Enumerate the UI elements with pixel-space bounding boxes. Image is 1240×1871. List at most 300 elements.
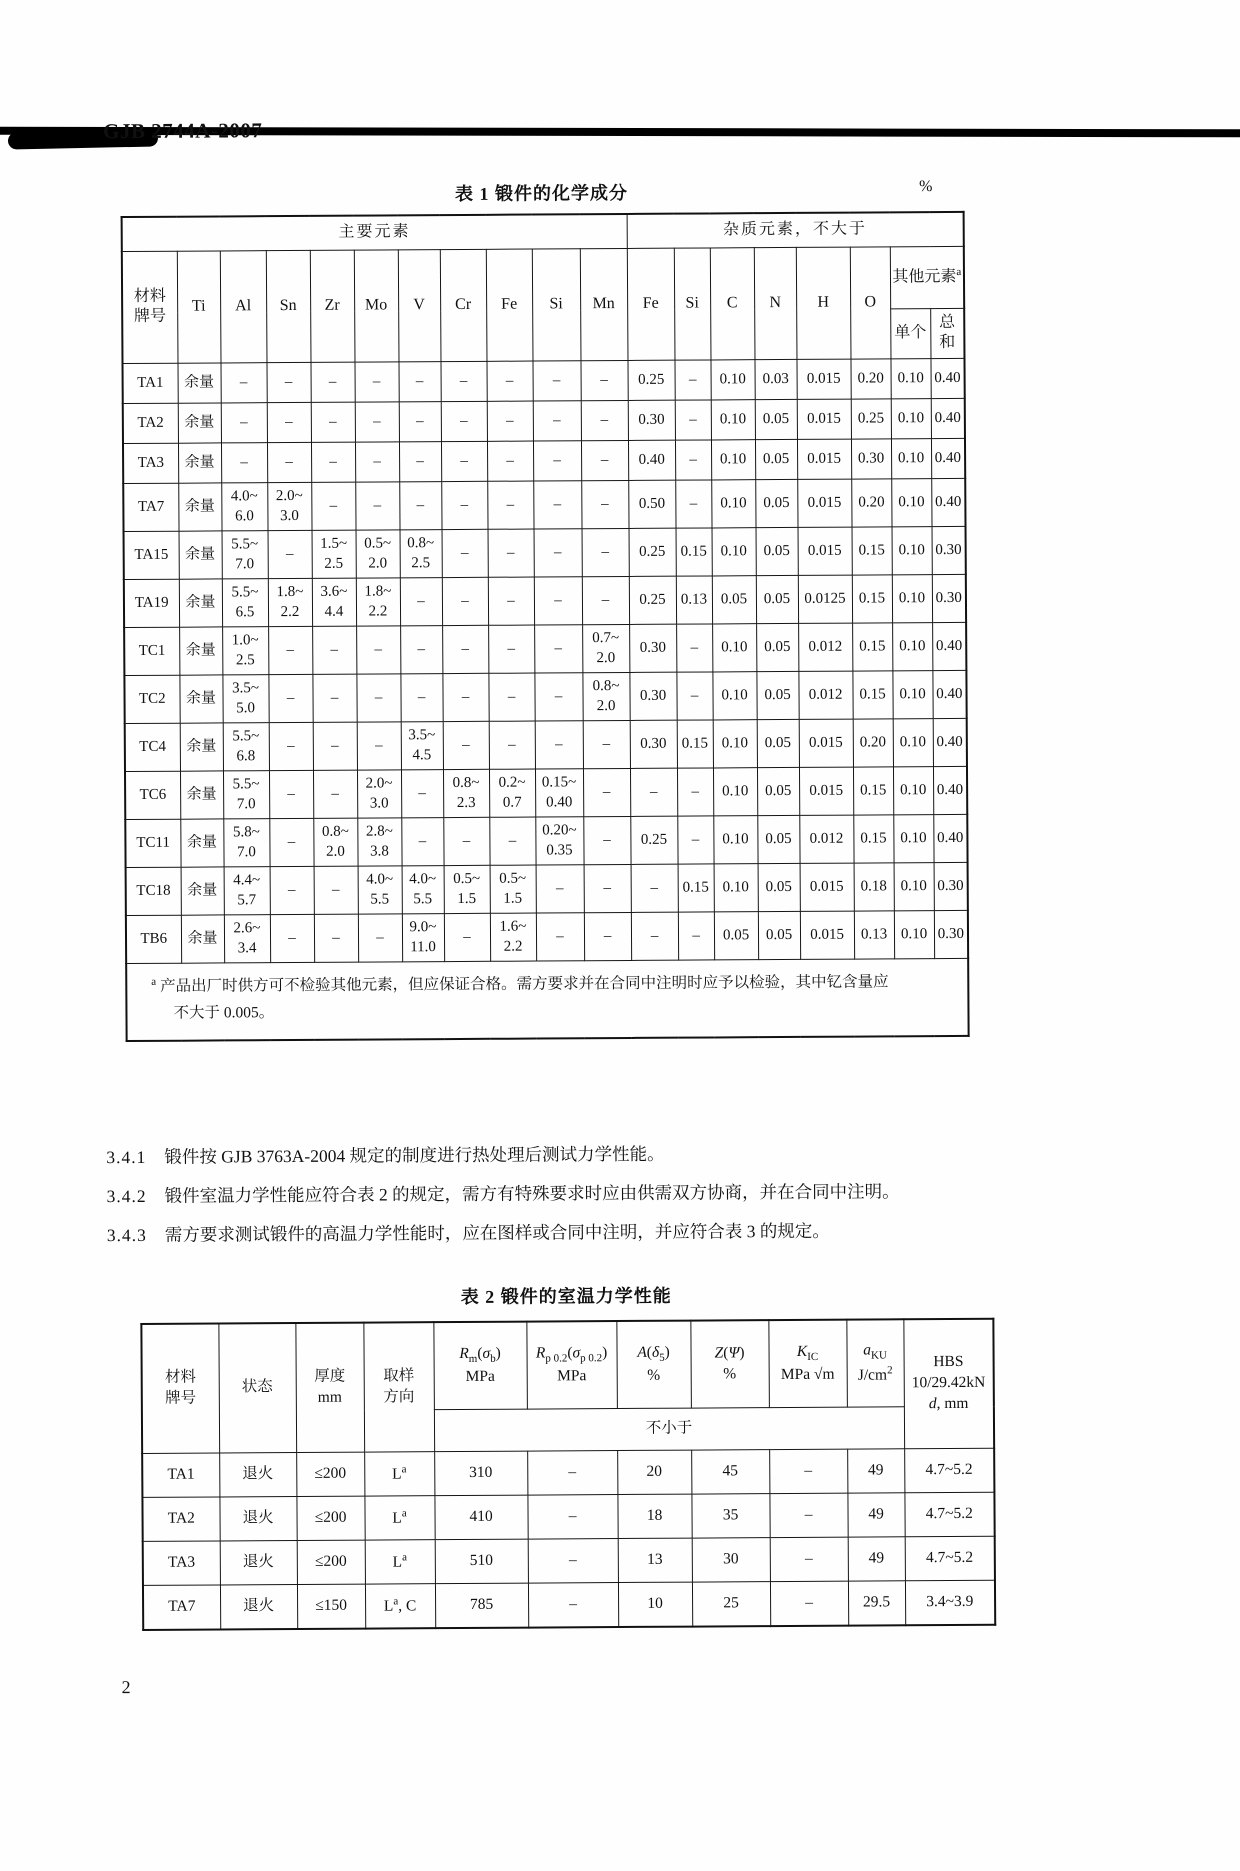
t2-cell: $L^a$ [364, 1452, 434, 1496]
t1-row-TA2 [123, 398, 965, 443]
t1-footnote-row [126, 958, 969, 1040]
t1-cell: – [269, 818, 313, 866]
t1-col-header-h-imp: H [796, 247, 851, 360]
t1-cell: 2.0~ 3.0 [267, 482, 311, 530]
t1-cell: 0.20 [853, 719, 893, 767]
t1-main-elements-group-header: 主要元素 [122, 214, 627, 251]
t1-cell: – [533, 481, 581, 529]
t1-cell: – [676, 672, 712, 720]
t1-cell: – [311, 482, 355, 530]
t1-cell: – [583, 817, 630, 865]
t1-cell: – [356, 626, 400, 674]
t1-cell: – [270, 866, 314, 914]
t1-cell: 0.50 [628, 480, 675, 528]
t1-cell: 0.05 [758, 912, 800, 960]
t1-impurity-group-header: 杂质元素，不大于 [627, 212, 964, 248]
t1-col-header-cr: Cr [440, 249, 487, 362]
t1-cell: 0.05 [757, 720, 799, 768]
t1-cell: 0.30 [851, 439, 891, 479]
t1-cell: 0.015 [797, 359, 851, 399]
t1-cell: 0.05 [757, 768, 799, 816]
t1-cell: 0.40 [933, 718, 967, 766]
table2-title: 表 2 锻件的室温力学性能 [460, 1285, 672, 1307]
t2-cell: $L^a$, C [365, 1584, 435, 1628]
t2-row-TA7 [143, 1580, 995, 1629]
t1-cell: 0.30 [629, 672, 676, 720]
t1-cell: 0.15~ 0.40 [535, 769, 583, 817]
t1-cell: 0.15 [677, 720, 713, 768]
t1-cell: 0.8~ 2.3 [443, 769, 489, 817]
clauses-block [106, 1131, 1147, 1254]
t1-cell: 0.8~ 2.0 [582, 673, 629, 721]
t2-cell: 4.7~5.2 [904, 1448, 994, 1493]
t1-cell: 0.15 [853, 815, 893, 863]
t1-grade-cell: TA2 [123, 403, 178, 443]
t1-cell: 0.7~ 2.0 [582, 625, 629, 673]
t1-row-TC6 [125, 766, 967, 819]
table1-caption [120, 177, 962, 206]
t1-cell: 0.30 [934, 862, 968, 910]
t1-cell: 余量 [180, 819, 223, 867]
t1-cell: – [630, 768, 677, 816]
t1-cell: 余量 [178, 443, 221, 483]
t1-cell: 5.5~ 7.0 [223, 771, 269, 819]
t1-cell: – [312, 674, 356, 722]
t1-cell: 4.4~ 5.7 [224, 867, 270, 915]
t1-cell: 0.015 [797, 399, 851, 439]
t1-cell: 0.015 [799, 767, 853, 815]
t2-cell: 510 [435, 1539, 528, 1584]
t1-cell: 余量 [179, 627, 222, 675]
t1-cell: 0.30 [932, 526, 966, 574]
t1-cell: 0.10 [713, 768, 757, 816]
clause-text: 锻件按 GJB 3763A-2004 规定的制度进行热处理后测试力学性能。 [164, 1143, 665, 1167]
t1-cell: 0.10 [894, 863, 934, 911]
document-page [0, 112, 1240, 1698]
t1-cell: 余量 [178, 363, 221, 403]
t1-cell: – [221, 443, 267, 483]
t1-grade-cell: TC2 [124, 675, 179, 723]
t1-cell: – [677, 816, 713, 864]
t1-cell: 余量 [179, 579, 222, 627]
t1-cell: – [399, 442, 441, 482]
t1-cell: 0.10 [711, 440, 755, 480]
t2-cell: $L^a$ [365, 1540, 435, 1584]
t1-cell: – [400, 674, 442, 722]
t1-cell: 0.20~ 0.35 [535, 817, 583, 865]
t1-cell: 0.05 [756, 576, 798, 624]
t2-cell: 3.4~3.9 [905, 1580, 995, 1625]
t1-cell: – [486, 361, 532, 401]
t1-cell: 0.012 [798, 623, 852, 671]
t1-cell: 0.05 [712, 576, 756, 624]
t1-cell: 0.5~ 2.0 [356, 530, 400, 578]
t1-col-header-mo: Mo [354, 249, 399, 362]
t1-cell: – [489, 817, 535, 865]
t1-cell: – [488, 625, 534, 673]
t1-cell: 0.05 [714, 912, 758, 960]
t1-cell: – [581, 401, 628, 441]
clause-3-4-1 [106, 1131, 1146, 1176]
t1-cell: 0.25 [629, 528, 676, 576]
t1-total-header: 总和 [930, 308, 964, 359]
t1-cell: 0.10 [713, 816, 757, 864]
t1-row-TC11 [125, 814, 967, 867]
t1-cell: 5.5~ 7.0 [222, 531, 268, 579]
t1-cell: 0.20 [851, 479, 891, 527]
t1-cell: – [675, 440, 711, 480]
t1-cell: 余量 [181, 867, 224, 915]
t1-cell: 0.30 [630, 720, 677, 768]
t1-cell: 余量 [179, 675, 222, 723]
t1-cell: 0.05 [757, 816, 799, 864]
t1-cell: 0.05 [756, 528, 798, 576]
t1-cell: 0.05 [755, 480, 797, 528]
t1-cell: – [267, 442, 311, 482]
t2-cell: – [770, 1581, 848, 1625]
clause-number: 3.4.1 [106, 1146, 147, 1167]
t1-cell: – [221, 403, 267, 443]
t1-cell: 2.6~ 3.4 [224, 915, 270, 963]
t1-cell: – [442, 673, 488, 721]
t2-cell: 退火 [220, 1541, 297, 1585]
t1-col-header-al: Al [220, 250, 267, 363]
clause-number: 3.4.2 [106, 1185, 147, 1206]
t1-cell: – [399, 482, 441, 530]
t2-cell: 20 [617, 1450, 691, 1494]
t2-cell: – [527, 1451, 617, 1496]
t1-cell: – [675, 360, 711, 400]
t1-cell: 9.0~ 11.0 [402, 914, 444, 962]
t2-cell: 49 [847, 1493, 904, 1537]
t1-cell: 0.03 [755, 360, 797, 400]
t1-cell: – [312, 626, 356, 674]
t2-grade-cell: TA2 [142, 1497, 219, 1541]
t1-row-TC1 [124, 622, 966, 675]
t1-cell: – [442, 625, 488, 673]
t1-cell: 0.40 [932, 622, 966, 670]
t1-cell: 0.20 [851, 359, 891, 399]
standard-number: GJB 2744A-2007 [103, 118, 263, 144]
t2-cell: 退火 [219, 1497, 296, 1541]
t1-cell: 5.5~ 6.5 [222, 579, 268, 627]
t1-cell: 0.10 [892, 527, 932, 575]
t2-cell: – [769, 1449, 847, 1493]
t1-cell: 0.05 [756, 624, 798, 672]
t1-col-header-fe-imp: Fe [627, 248, 675, 361]
t1-cell: 0.40 [931, 358, 965, 398]
t1-cell: 0.10 [892, 575, 932, 623]
t1-cell: 0.10 [891, 479, 931, 527]
t1-cell: – [401, 770, 443, 818]
t1-cell: – [631, 864, 678, 912]
t1-cell: 0.15 [852, 575, 892, 623]
t1-cell: – [534, 529, 582, 577]
page-number: 2 [121, 1676, 131, 1697]
t1-cell: – [356, 674, 400, 722]
t1-cell: 5.8~ 7.0 [223, 819, 269, 867]
t1-cell: – [442, 577, 488, 625]
t1-footnote-line2: 不大于 0.005。 [173, 1004, 275, 1023]
t1-cell: 余量 [179, 531, 222, 579]
t1-footnote [126, 958, 969, 1040]
t1-cell: 0.40 [931, 398, 965, 438]
t1-grade-cell: TC1 [124, 627, 179, 675]
t2-cell: ≤200 [296, 1452, 364, 1496]
t2-numeric-header-4: $K_{IC}$ MPa √m [768, 1319, 847, 1407]
t2-row-TA1 [142, 1448, 994, 1497]
t1-cell: 0.8~ 2.5 [400, 530, 442, 578]
t1-col-header-si: Si [532, 248, 581, 361]
t1-cell: – [583, 721, 630, 769]
t2-numeric-header-2: $A(\delta_5)$ % [616, 1320, 691, 1408]
t1-cell: – [311, 402, 355, 442]
t1-row-TB6 [126, 910, 968, 963]
t2-not-less-than-header: 不小于 [434, 1407, 904, 1452]
t2-row-TA2 [142, 1492, 994, 1541]
t1-col-header-zr: Zr [310, 250, 355, 363]
clause-text: 锻件室温力学性能应符合表 2 的规定，需方有特殊要求时应由供需双方协商，并在合同中注明。 [164, 1180, 900, 1206]
t1-cell: 0.05 [756, 672, 798, 720]
t1-col-header-o-imp: O [850, 246, 891, 359]
t1-cell: – [582, 529, 629, 577]
t1-cell: 0.10 [711, 480, 755, 528]
t1-cell: – [443, 721, 489, 769]
t1-cell: 0.0125 [798, 575, 852, 623]
t2-numeric-header-5: $a_{KU}$ $J/cm^2$ [846, 1319, 904, 1407]
t2-row-TA3 [143, 1536, 995, 1585]
t1-grade-cell: TC18 [126, 867, 181, 915]
t1-cell: 0.15 [678, 864, 714, 912]
t1-cell: – [534, 673, 582, 721]
t2-numeric-header-1: $R_{p 0.2}(\sigma_{p 0.2})$ MPa [526, 1321, 617, 1410]
t2-cell: 4.7~5.2 [905, 1536, 995, 1581]
t1-cell: – [581, 441, 628, 481]
clause-3-4-2 [106, 1170, 1146, 1215]
t2-cell: 退火 [220, 1585, 297, 1629]
t1-cell: – [270, 914, 314, 962]
table1-chemical-composition [121, 211, 970, 1042]
t1-cell: – [488, 673, 534, 721]
t1-grade-cell: TA7 [123, 483, 178, 531]
t1-cell: 0.13 [854, 911, 894, 959]
t1-cell: 0.10 [891, 399, 931, 439]
t2-direction-header: 取样 方向 [363, 1322, 434, 1452]
t2-cell: – [528, 1539, 618, 1584]
t1-cell: 0.40 [933, 814, 967, 862]
t1-cell: 2.8~ 3.8 [357, 818, 401, 866]
t1-cell: 0.012 [799, 815, 853, 863]
t2-cell: – [769, 1493, 847, 1537]
t1-cell: 0.10 [711, 400, 755, 440]
t1-cell: 0.012 [798, 671, 852, 719]
t1-cell: 0.10 [711, 360, 755, 400]
t1-cell: – [440, 361, 486, 401]
t1-cell: 0.13 [676, 576, 712, 624]
t1-grade-cell: TA15 [124, 531, 179, 579]
t2-grade-cell: TA1 [142, 1453, 219, 1497]
t1-cell: – [489, 721, 535, 769]
t1-cell: 0.30 [934, 910, 968, 958]
t1-col-header-ti: Ti [177, 250, 221, 363]
t1-cell: 余量 [181, 915, 224, 963]
t1-col-header-v: V [398, 249, 441, 362]
t2-cell: – [527, 1495, 617, 1540]
t1-cell: 1.8~ 2.2 [356, 578, 400, 626]
t1-cell: 0.5~ 1.5 [444, 865, 490, 913]
t2-cell: $L^a$ [364, 1496, 434, 1540]
t2-cell: ≤200 [297, 1540, 365, 1584]
t1-cell: – [267, 402, 311, 442]
t1-cell: – [533, 441, 581, 481]
t1-cell: 0.05 [755, 440, 797, 480]
t1-row-TC2 [124, 670, 966, 723]
t1-cell: 0.15 [852, 527, 892, 575]
t1-cell: 0.40 [931, 478, 965, 526]
t1-cell: 余量 [178, 483, 221, 531]
t1-grade-cell: TB6 [126, 915, 181, 963]
t1-grade-cell: TC11 [125, 819, 180, 867]
t1-row-TC4 [125, 718, 967, 771]
t1-cell: – [675, 400, 711, 440]
clause-3-4-3 [107, 1209, 1147, 1254]
t2-cell: 310 [434, 1451, 527, 1496]
clause-number: 3.4.3 [106, 1224, 147, 1245]
t2-cell: 13 [618, 1538, 692, 1582]
t1-cell: 0.05 [755, 400, 797, 440]
t1-cell: 0.10 [894, 911, 934, 959]
t1-cell: – [400, 578, 442, 626]
t1-cell: – [536, 865, 584, 913]
t1-cell: – [268, 530, 312, 578]
t1-cell: – [267, 362, 311, 402]
t1-cell: – [398, 362, 440, 402]
t1-cell: – [400, 626, 442, 674]
t1-cell: 0.40 [933, 766, 967, 814]
t1-cell: 3.5~ 4.5 [401, 722, 443, 770]
t1-cell: – [584, 913, 631, 961]
t1-cell: 1.8~ 2.2 [268, 578, 312, 626]
t1-cell: 0.5~ 1.5 [490, 865, 536, 913]
t1-grade-cell: TA3 [123, 443, 178, 483]
t1-cell: 0.40 [931, 438, 965, 478]
t1-row-TC18 [126, 862, 968, 915]
t1-cell: – [580, 361, 627, 401]
t1-other-elements-label: 其他元素 [892, 268, 957, 287]
t1-cell: – [355, 442, 399, 482]
t1-cell: – [441, 401, 487, 441]
t2-thickness-header: 厚度 mm [295, 1322, 364, 1452]
t1-cell: 0.25 [851, 399, 891, 439]
t1-material-header: 材料 牌号 [122, 251, 178, 364]
t2-header-row [141, 1318, 994, 1411]
t1-cell: – [269, 770, 313, 818]
t1-cell: – [269, 722, 313, 770]
t2-cell: 49 [848, 1537, 905, 1581]
t1-grade-cell: TA19 [124, 579, 179, 627]
t1-cell: 余量 [180, 771, 223, 819]
t1-other-elements-header [890, 246, 964, 308]
t1-cell: 5.5~ 6.8 [223, 723, 269, 771]
t1-cell: 0.15 [852, 671, 892, 719]
t1-cell: 0.30 [628, 400, 675, 440]
t1-cell: – [443, 817, 489, 865]
t2-cell: 49 [847, 1449, 904, 1493]
t2-cell: 35 [691, 1494, 769, 1538]
t1-cell: 2.0~ 3.0 [357, 770, 401, 818]
t1-cell: – [355, 402, 399, 442]
t1-cell: 4.0~ 6.0 [221, 483, 267, 531]
t1-cell: – [357, 722, 401, 770]
t1-col-header-c-imp: C [710, 247, 755, 360]
t1-cell: – [534, 577, 582, 625]
t2-cell: 30 [692, 1538, 770, 1582]
t1-cell: 余量 [178, 403, 221, 443]
t1-single-header: 单个 [890, 308, 930, 359]
t1-cell: – [221, 363, 267, 403]
t1-cell: – [268, 674, 312, 722]
t1-cell: 0.05 [758, 864, 800, 912]
t1-cell: – [583, 769, 630, 817]
table1-title: 表 1 锻件的化学成分 [454, 182, 629, 205]
t1-cell: 0.10 [891, 439, 931, 479]
t1-col-header-fe: Fe [486, 249, 533, 362]
t1-cell: – [399, 402, 441, 442]
t1-cell: 0.10 [893, 815, 933, 863]
t1-cell: – [310, 362, 354, 402]
t1-cell: 0.015 [797, 479, 851, 527]
t2-cell: 25 [692, 1582, 770, 1626]
t1-cell: 0.015 [797, 439, 851, 479]
t2-cell: ≤200 [296, 1496, 364, 1540]
t1-cell: – [314, 866, 358, 914]
t2-cell: – [528, 1583, 618, 1628]
t1-cell: – [488, 577, 534, 625]
t2-state-header: 状态 [218, 1323, 296, 1453]
t2-cell: – [770, 1537, 848, 1581]
table1-unit-percent: % [919, 178, 933, 196]
t1-group-header-row [122, 212, 964, 251]
t1-cell: – [533, 401, 581, 441]
t1-cell: – [311, 442, 355, 482]
t1-cell: 0.10 [891, 359, 931, 399]
t1-cell: 0.10 [892, 623, 932, 671]
t1-row-TA19 [124, 574, 966, 627]
t1-cell: 0.10 [712, 672, 756, 720]
t1-cell: – [676, 624, 712, 672]
t1-cell: 0.2~ 0.7 [489, 769, 535, 817]
t2-numeric-header-3: Z(Ψ) % [690, 1320, 769, 1408]
t2-cell: 4.7~5.2 [904, 1492, 994, 1537]
t1-cell: – [534, 625, 582, 673]
t2-cell: 410 [434, 1495, 527, 1540]
t1-cell: – [441, 441, 487, 481]
t2-cell: 785 [435, 1583, 528, 1628]
t1-cell: 4.0~ 5.5 [358, 866, 402, 914]
t1-grade-cell: TC4 [125, 723, 180, 771]
t2-cell: 45 [691, 1450, 769, 1494]
t1-cell: 0.015 [800, 911, 854, 959]
t2-grade-cell: TA3 [143, 1541, 220, 1585]
t1-cell: 0.10 [893, 767, 933, 815]
t1-cell: 0.10 [714, 864, 758, 912]
t1-col-header-sn: Sn [266, 250, 311, 363]
t1-cell: – [631, 912, 678, 960]
t1-cell: – [677, 768, 713, 816]
t1-cell: – [488, 529, 534, 577]
t1-cell: – [536, 913, 584, 961]
t2-cell: 10 [618, 1582, 692, 1626]
